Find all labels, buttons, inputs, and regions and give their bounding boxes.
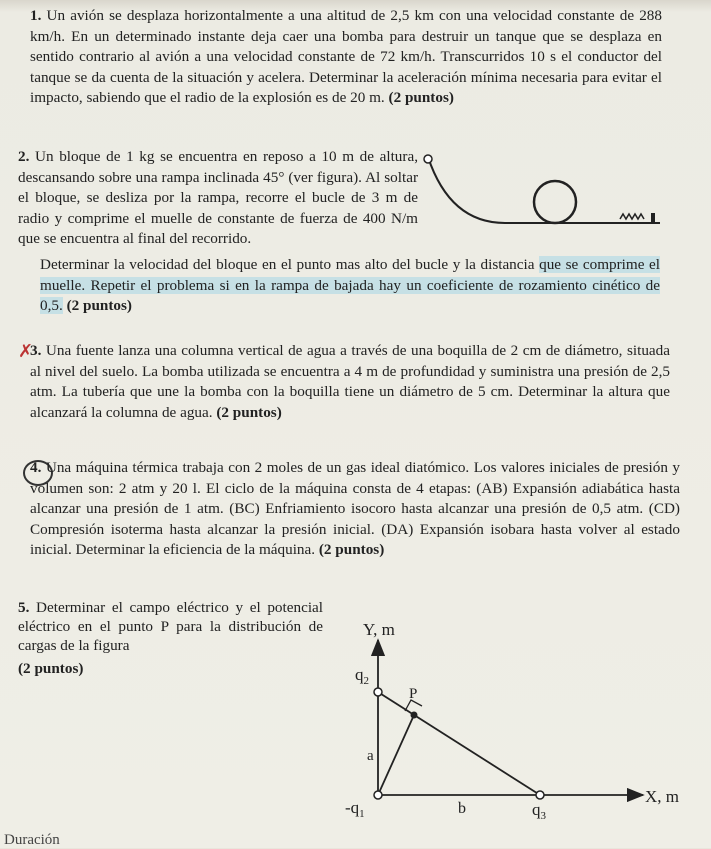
problem-3-points: (2 puntos) (216, 403, 282, 421)
problem-2-part-b (40, 255, 660, 317)
charge-q1 (374, 791, 382, 799)
problem-2-text-a: Un bloque de 1 kg se encuentra en reposo a 10 m de altura, descansando sobre una rampa inclinada 45° (ver figura). Al soltar el bloque, se desliza por la rampa, recorre el bucle de 3 m de radio y comprime el muelle de constante de fuerza de 400 N/m que se encuentra al final del recorrido. (18, 148, 418, 247)
problem-4-points: (2 puntos) (318, 541, 385, 558)
side-a-label: a (367, 748, 374, 764)
problem-2-text-c: que se comprime el muelle. Repetir el problema si en la rampa de bajada hay un coeficiente de rozamiento cinético de 0,5. (40, 256, 660, 314)
problem-4-number: 4. (30, 459, 42, 476)
problem-4-text: Una máquina térmica trabaja con 2 moles de un gas ideal diatómico. Los valores iniciales de presión y volumen son: 2 atm y 20 l. El ciclo de la máquina consta de 4 etapas: (AB) Expansión adiabática hasta alcanzar una presión de 1 atm. (BC) Enfriamiento isocoro hasta alcanzar una presión de 0,5 atm. (CD) Compresión isoterma hasta alcanzar la presión inicial. (DA) Expansión isobara hasta volver al estado inicial. Determinar la eficiencia de la máquina. (30, 459, 680, 558)
cross-mark-icon: ✗ (18, 341, 34, 362)
x-axis-label: X, m (645, 787, 679, 806)
problem-5 (18, 598, 323, 678)
ramp-loop-figure (420, 145, 680, 235)
charge-distribution-figure (325, 610, 695, 820)
problem-4 (30, 458, 680, 561)
point-p-label: P (409, 686, 418, 702)
problem-3-number: 3. (30, 342, 42, 359)
problem-2-points: (2 puntos) (66, 297, 132, 314)
block-marker (424, 155, 432, 163)
spring-icon (620, 214, 644, 219)
problem-5-text: Determinar el campo eléctrico y el potencial eléctrico en el punto P para la distribución de cargas de la figura (18, 599, 324, 654)
problem-1-number: 1. (30, 7, 42, 24)
problem-1-points: (2 puntos) (388, 89, 454, 106)
problem-2-text-b: Determinar la velocidad del bloque en el punto mas alto del bucle y la distancia (40, 256, 535, 273)
charge-q3 (536, 791, 544, 799)
problem-1-text: Un avión se desplaza horizontalmente a una altitud de 2,5 km con una velocidad constante de 288 km/h. En un determinado instante deja caer una bomba para destruir un tanque que se desplaza en sentido contrario al avión a una velocidad constante de 72 km/h. Transcurridos 10 s el conductor del tanque se da cuenta de la situación y acelera. Determinar la aceleración mínima necesaria para evitar el impacto, sabiendo que el radio de la explosión es de 20 m. (30, 7, 662, 106)
q3-label: $q_3$ (532, 800, 546, 820)
hypotenuse (378, 692, 540, 795)
problem-2-number: 2. (18, 148, 30, 165)
wall (651, 213, 655, 223)
problem-3-text: Una fuente lanza una columna vertical de agua a través de una boquilla de 2 cm de diámetro, situada al nivel del suelo. La bomba utilizada se encuentra a 4 m de profundidad y suministra una presión de 2,5 atm. La tubería que une la bomba con la boquilla tiene un diámetro de 5 cm. Determinar la altura que alcanzará la columna de agua. (30, 342, 671, 421)
perpendicular (378, 715, 414, 795)
problem-5-points: (2 puntos) (18, 660, 84, 677)
ramp-curve (428, 157, 660, 223)
problem-5-number: 5. (18, 599, 30, 616)
problem-3 (30, 341, 670, 423)
problem-2-part-a (18, 147, 418, 250)
side-b-label: b (458, 800, 466, 817)
loop-circle (534, 181, 576, 223)
q1-label: $-q_1$ (345, 798, 365, 820)
point-p (411, 712, 418, 719)
charge-q2 (374, 688, 382, 696)
y-axis-label: Y, m (363, 620, 395, 639)
q2-label: $q_2$ (355, 665, 369, 687)
problem-1 (30, 6, 662, 109)
footer-text: Duración (4, 832, 60, 848)
